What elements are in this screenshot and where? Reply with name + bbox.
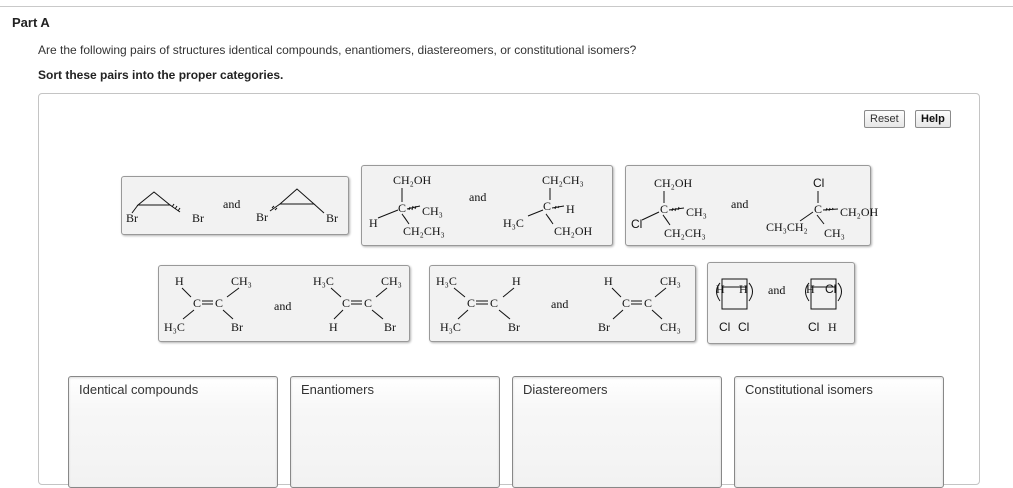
conjunction-and: and — [274, 299, 292, 313]
structure-pair-drawing — [159, 266, 409, 341]
bond — [331, 288, 341, 297]
instruction-text: Sort these pairs into the proper categories. — [38, 68, 284, 82]
pair-card-cyclopropanes[interactable] — [121, 176, 349, 235]
alkene-carbon: C — [644, 296, 653, 310]
alkene-substituent: Br — [598, 320, 610, 334]
bond — [612, 288, 621, 297]
alkene-substituent: H — [512, 274, 521, 288]
ring-substituent: H — [828, 320, 837, 334]
pair-card-wedge-stereocenters[interactable] — [361, 165, 613, 246]
pair-card-cyclobutanes[interactable] — [707, 262, 855, 344]
center-atom: C — [398, 201, 407, 215]
substituent-label: Br — [256, 210, 268, 224]
center-atom: C — [660, 202, 669, 216]
structure-pair-drawing — [430, 266, 695, 341]
ring-substituent: H — [716, 282, 725, 296]
alkene-carbon: C — [215, 296, 224, 310]
bond — [499, 310, 510, 319]
top-substituent: CH₂OH — [654, 176, 693, 190]
hashed-bond — [270, 204, 280, 211]
hashed-bond — [669, 207, 684, 211]
alkene-substituent: H₃C — [164, 320, 185, 334]
left-substituent: Cl — [631, 217, 643, 231]
alkene-substituent: Br — [384, 320, 396, 334]
cyclopropane-ring — [280, 189, 314, 204]
top-divider — [0, 6, 1013, 7]
bin-label: Enantiomers — [301, 382, 374, 397]
alkene-substituent: H₃C — [313, 274, 334, 288]
bin-label: Diastereomers — [523, 382, 608, 397]
ring-substituent: Cl — [738, 320, 750, 334]
bin-label: Identical compounds — [79, 382, 199, 397]
bond — [528, 210, 543, 216]
right-substituent: CH₂OH — [840, 205, 879, 219]
ring-substituent: Cl — [825, 282, 837, 296]
alkene-carbon: C — [193, 296, 202, 310]
bond — [378, 210, 398, 218]
bin-identical-compounds[interactable] — [68, 376, 278, 488]
structure-pair-drawing — [708, 263, 854, 343]
right-substituent: CH₃ — [686, 205, 707, 219]
substituent-label: Br — [192, 211, 204, 225]
conjunction-and: and — [768, 283, 786, 297]
left-substituent: H — [369, 216, 378, 230]
alkene-substituent: Br — [508, 320, 520, 334]
bond — [652, 310, 662, 319]
bond — [655, 288, 666, 297]
pair-card-alkenes-1[interactable] — [158, 265, 410, 342]
wedge-bond — [663, 215, 670, 225]
bond — [372, 310, 383, 319]
haworth-edge — [749, 283, 753, 301]
bond — [314, 204, 324, 213]
top-substituent: CH₂OH — [393, 173, 432, 187]
left-substituent: H₃C — [503, 216, 524, 230]
ring-substituent: Cl — [808, 320, 820, 334]
bottom-substituent: CH₃ — [824, 226, 845, 240]
bin-diastereomers[interactable] — [512, 376, 722, 488]
alkene-substituent: CH₃ — [231, 274, 252, 288]
hashed-bond — [407, 206, 420, 210]
alkene-substituent: CH₃ — [660, 274, 681, 288]
bond — [458, 310, 468, 319]
structure-pair-drawing — [362, 166, 612, 245]
conjunction-and: and — [551, 297, 569, 311]
ring-substituent: H — [806, 282, 815, 296]
alkene-substituent: H₃C — [440, 320, 461, 334]
hashed-bond — [823, 208, 838, 211]
alkene-substituent: H — [175, 274, 184, 288]
bond — [642, 212, 659, 220]
bottom-substituent: CH₂CH₃ — [403, 224, 445, 238]
bond — [223, 310, 233, 319]
alkene-substituent: CH₃ — [381, 274, 402, 288]
ring-substituent: Cl — [719, 320, 731, 334]
alkene-substituent: H — [604, 274, 613, 288]
haworth-edge — [838, 283, 842, 301]
alkene-substituent: Br — [231, 320, 243, 334]
alkene-carbon: C — [622, 296, 631, 310]
center-atom: C — [543, 199, 552, 213]
bond — [817, 215, 824, 224]
alkene-carbon: C — [490, 296, 499, 310]
right-substituent: H — [566, 202, 575, 216]
top-substituent: Cl — [813, 176, 825, 190]
question-text: Are the following pairs of structures identical compounds, enantiomers, diastereomers, or constitutional isomers? — [38, 43, 637, 57]
bin-enantiomers[interactable] — [290, 376, 500, 488]
bond — [334, 310, 343, 319]
top-substituent: CH₂CH₃ — [542, 173, 584, 187]
left-substituent: CH₃CH₂ — [766, 220, 808, 234]
structure-pair-drawing — [626, 166, 879, 245]
bond — [183, 310, 194, 319]
wedge-bond — [402, 214, 409, 224]
bin-label: Constitutional isomers — [745, 382, 873, 397]
ring-substituent: H — [739, 282, 748, 296]
hashed-bond — [170, 204, 180, 212]
substituent-label: Br — [126, 211, 138, 225]
structure-pair-drawing — [122, 177, 348, 234]
alkene-substituent: H — [329, 320, 338, 334]
conjunction-and: and — [223, 197, 241, 211]
bond — [503, 288, 514, 297]
conjunction-and: and — [469, 190, 487, 204]
alkene-substituent: H₃C — [436, 274, 457, 288]
pair-card-alkenes-2[interactable] — [429, 265, 696, 342]
wedge-bond — [546, 214, 553, 224]
alkene-carbon: C — [364, 296, 373, 310]
conjunction-and: and — [731, 197, 749, 211]
reset-button[interactable]: Reset — [864, 110, 905, 128]
substituent-label: Br — [326, 211, 338, 225]
bottom-substituent: CH₂CH₃ — [664, 226, 706, 240]
bond — [454, 288, 465, 297]
hashed-bond — [552, 206, 564, 209]
bond — [376, 288, 387, 297]
alkene-substituent: CH₃ — [660, 320, 681, 334]
bond — [227, 288, 239, 297]
bottom-substituent: CH₂OH — [554, 224, 593, 238]
cyclopropane-ring — [138, 192, 170, 205]
part-title: Part A — [12, 15, 50, 30]
alkene-carbon: C — [342, 296, 351, 310]
bond — [182, 288, 191, 297]
alkene-carbon: C — [467, 296, 476, 310]
bin-constitutional-isomers[interactable] — [734, 376, 944, 488]
bond — [613, 310, 623, 319]
center-atom: C — [814, 202, 823, 216]
pair-card-chloro-stereocenters[interactable] — [625, 165, 879, 246]
help-button[interactable]: Help — [915, 110, 951, 128]
right-substituent: CH₃ — [422, 204, 443, 218]
